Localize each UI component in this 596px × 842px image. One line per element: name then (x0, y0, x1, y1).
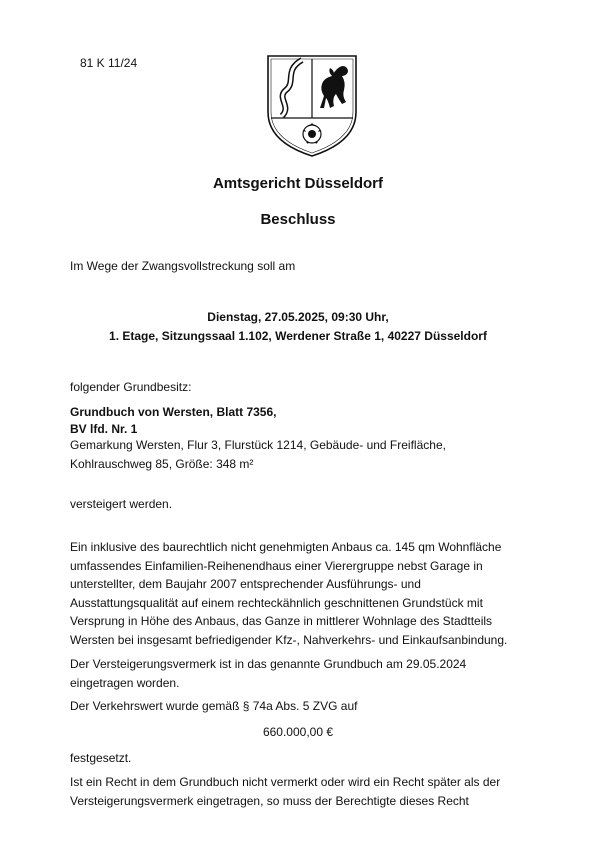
auction-statement: versteigert werden. (70, 497, 173, 511)
property-intro: folgender Grundbesitz: (70, 380, 192, 394)
description-line: Wersten bei insgesamt befriedigender Kfz-, Nahverkehrs- und Einkaufsanbindung. (70, 632, 508, 647)
property-description (70, 538, 530, 650)
land-register: Grundbuch von Wersten, Blatt 7356, (70, 405, 277, 419)
rights-line: Versteigerungsvermerk eingetragen, so muss der Berechtigte dieses Recht (70, 793, 469, 808)
market-value-outro: festgesetzt. (70, 751, 132, 765)
auction-date: Dienstag, 27.05.2025, 09:30 Uhr, (207, 310, 389, 324)
parcel-line: Gemarkung Wersten, Flur 3, Flurstück 1214, Gebäude- und Freifläche, (70, 438, 446, 452)
registration-line: eingetragen worden. (70, 675, 180, 690)
nrw-coat-of-arms-seal (262, 50, 362, 160)
description-line: Ein inklusive des baurechtlich nicht genehmigten Anbaus ca. 145 qm Wohnfläche (70, 540, 502, 554)
parcel-line: Kohlrauschweg 85, Größe: 348 m² (70, 456, 254, 471)
court-name: Amtsgericht Düsseldorf (212, 175, 384, 192)
description-line: Versprung in Höhe des Anbaus, das Ganze in mittlerer Wohnlage des Stadtteils (70, 614, 493, 629)
description-line: umfassendes Einfamilien-Reihenendhaus einer Vierergruppe nebst Garage in (70, 558, 483, 573)
bv-number: BV lfd. Nr. 1 (70, 422, 138, 436)
parcel-description (70, 436, 530, 473)
registration-line: Der Versteigerungsvermerk ist in das genannte Grundbuch am 29.05.2024 (70, 657, 467, 671)
market-value: 660.000,00 € (262, 725, 334, 739)
file-number: 81 K 11/24 (80, 56, 138, 70)
auction-location: 1. Etage, Sitzungssaal 1.102, Werdener Straße 1, 40227 Düsseldorf (109, 329, 487, 343)
rights-notice (70, 773, 530, 810)
registration-note (70, 655, 530, 692)
description-line: Ausstattungsqualität auf einem rechteckähnlich geschnittenen Grundstück mit (70, 595, 483, 610)
description-line: unterstellter, dem Baujahr 2007 entsprechender Ausführungs- und (70, 577, 421, 592)
document-title: Beschluss (260, 211, 336, 228)
intro-text: Im Wege der Zwangsvollstreckung soll am (70, 259, 296, 273)
rights-line: Ist ein Recht in dem Grundbuch nicht vermerkt oder wird ein Recht später als der (70, 775, 501, 789)
market-value-intro: Der Verkehrswert wurde gemäß § 74a Abs. 5 ZVG auf (70, 699, 358, 713)
